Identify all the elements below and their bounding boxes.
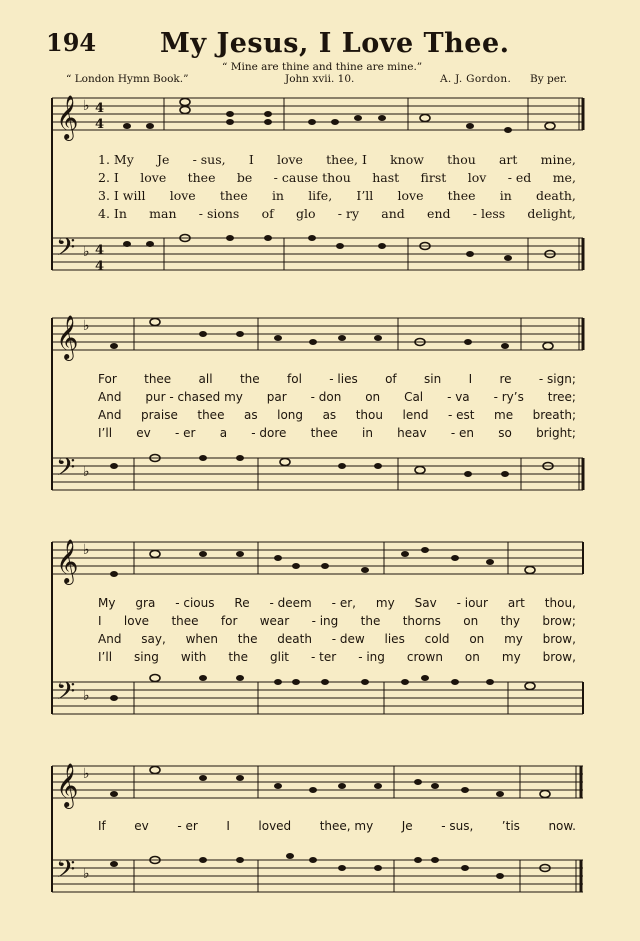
hymn-title: My Jesus, I Love Thee. (160, 28, 510, 59)
verse-line-1-1: 1. My Je - sus, I love thee, I know thou art mine, (98, 152, 576, 167)
svg-text:♭: ♭ (83, 318, 90, 334)
svg-text:♭: ♭ (83, 766, 90, 782)
svg-text:♭: ♭ (83, 866, 90, 882)
verse-line-1-4: 4. In man - sions of glo - ry and end - less delight, (98, 206, 576, 221)
svg-text:♭: ♭ (83, 98, 90, 114)
music-staves-1 (0, 88, 640, 284)
svg-text:♭: ♭ (83, 244, 90, 260)
verse-line-3-3: And say, when the death - dew lies cold on my brow, (98, 632, 576, 646)
scripture-quote: “ Mine are thine and thine are mine.” (222, 61, 423, 73)
svg-text:𝄢: 𝄢 (56, 677, 76, 712)
music-staves-2 (0, 308, 640, 504)
music-system-2 (0, 308, 640, 504)
svg-text:4: 4 (95, 243, 105, 258)
svg-text:𝄞: 𝄞 (56, 95, 79, 139)
verse-line-3-2: I love thee for wear - ing the thorns on thy brow; (98, 614, 576, 628)
verse-line-3-4: I’ll sing with the glit - ter - ing crown on my brow, (98, 650, 576, 664)
verse-line-2-2: And pur - chased my par - don on Cal - va - ry’s tree; (98, 390, 576, 404)
music-system-1 (0, 88, 640, 284)
music-staves-4 (0, 756, 640, 916)
page-number: 194 (46, 28, 97, 57)
svg-text:𝄢: 𝄢 (56, 855, 76, 890)
verse-line-2-4: I’ll ev - er a - dore thee in heav - en so bright; (98, 426, 576, 440)
music-system-3 (0, 532, 640, 728)
svg-text:𝄢: 𝄢 (56, 453, 76, 488)
svg-text:𝄞: 𝄞 (56, 539, 79, 583)
verse-line-2-1: For thee all the fol - lies of sin I re - sign; (98, 372, 576, 386)
author-credit: A. J. Gordon. (440, 73, 512, 85)
scripture-reference: John xvii. 10. (285, 73, 355, 85)
svg-text:♭: ♭ (83, 542, 90, 558)
svg-text:4: 4 (95, 117, 105, 132)
svg-text:𝄢: 𝄢 (56, 233, 76, 268)
verse-line-4-1: If ev - er I loved thee, my Je - sus, ’tis now. (98, 819, 576, 833)
verse-line-1-3: 3. I will love thee in life, I’ll love thee in death, (98, 188, 576, 203)
tune-source: “ London Hymn Book.” (66, 73, 189, 85)
svg-text:♭: ♭ (83, 464, 90, 480)
svg-text:𝄞: 𝄞 (56, 315, 79, 359)
svg-text:𝄞: 𝄞 (56, 763, 79, 807)
svg-text:4: 4 (95, 259, 105, 274)
permission-note: By per. (530, 73, 568, 85)
music-system-4 (0, 756, 640, 916)
verse-line-3-1: My gra - cious Re - deem - er, my Sav - iour art thou, (98, 596, 576, 610)
svg-text:4: 4 (95, 101, 105, 116)
verse-line-1-2: 2. I love thee be - cause thou hast first lov - ed me, (98, 170, 576, 185)
svg-text:♭: ♭ (83, 688, 90, 704)
verse-line-2-3: And praise thee as long as thou lend - est me breath; (98, 408, 576, 422)
music-staves-3 (0, 532, 640, 728)
